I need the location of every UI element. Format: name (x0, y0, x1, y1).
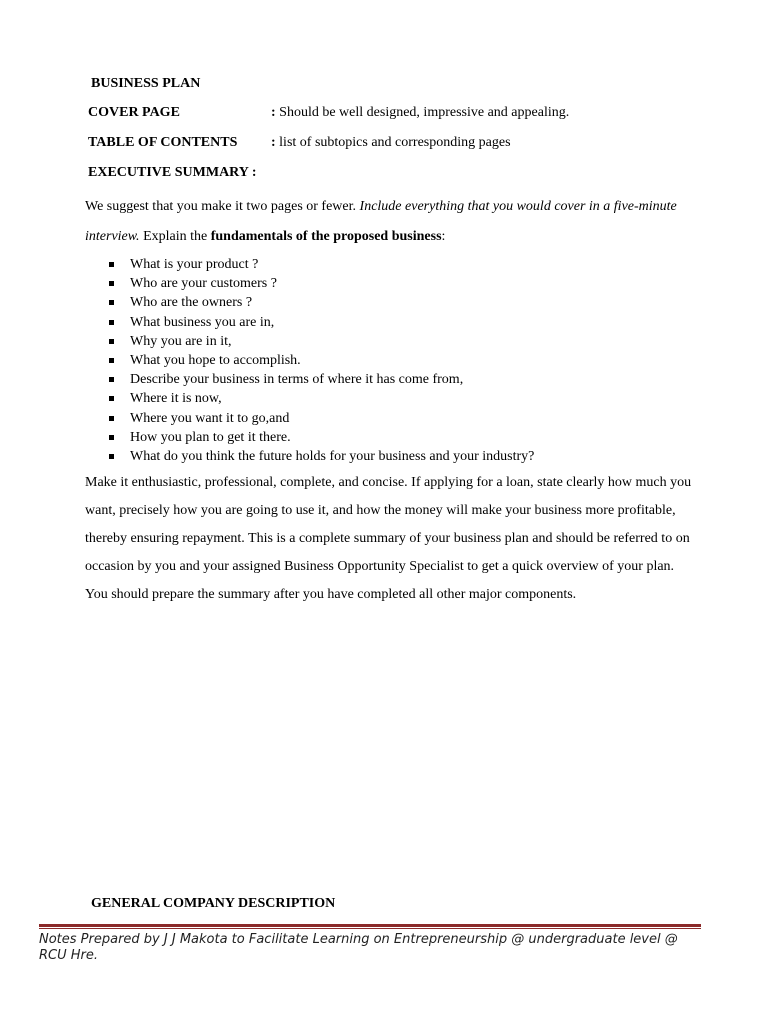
intro-bold-text: fundamentals of the proposed business (210, 229, 442, 244)
footer-rule-thin (39, 928, 701, 929)
intro-text-2: Explain the (139, 229, 211, 244)
bullet-item (105, 447, 534, 466)
bullet-item (105, 313, 534, 332)
bullet-square-icon (109, 454, 114, 459)
general-company-description-heading: GENERAL COMPANY DESCRIPTION (91, 896, 336, 911)
executive-summary-closing: Make it enthusiastic, professional, complete, and concise. If applying for a loan, state clearly how much you want, precisely how you are going to use it, and how the money will make your business more profitable, thereby ensuring repayment. This is a complete summary of your business plan and should be referred to on occasion by you and your assigned Business Opportunity Specialist to get a quick overview of your plan. You should prepare the summary after you have completed all other major components. (85, 475, 692, 602)
intro-text: We suggest that you make it two pages or fewer. (85, 199, 360, 214)
bullet-text: What do you think the future holds for your business and your industry? (130, 448, 535, 464)
bullet-item (105, 293, 534, 312)
bullet-square-icon (109, 339, 114, 344)
bullet-square-icon (109, 358, 114, 363)
bullet-text: Who are the owners ? (130, 295, 253, 311)
bullet-item (105, 332, 534, 351)
bullet-square-icon (109, 320, 114, 325)
toc-text: list of subtopics and corresponding pages (275, 135, 511, 150)
bullet-text: What is your product ? (130, 257, 259, 272)
bullet-item (105, 351, 534, 370)
bullet-text: What you hope to accomplish. (130, 352, 301, 368)
bullet-square-icon (109, 435, 114, 440)
bullet-square-icon (109, 300, 114, 305)
bullet-square-icon (109, 396, 114, 401)
bullet-text: How you plan to get it there. (130, 429, 291, 445)
footer-rule-thick (39, 924, 701, 927)
toc-description (271, 135, 511, 151)
bullet-text: Where it is now, (130, 391, 222, 407)
cover-page-text: Should be well designed, impressive and appealing. (275, 105, 570, 120)
bullet-item (105, 409, 534, 428)
bullet-item (105, 370, 534, 389)
bullet-text: Describe your business in terms of where it has come from, (130, 372, 464, 388)
document-title: BUSINESS PLAN (91, 76, 201, 91)
cover-page-label: COVER PAGE (88, 105, 180, 120)
executive-summary-bullet-list (105, 255, 534, 466)
intro-italic-text: Include everything that you would cover in a five-minute interview. (85, 199, 677, 244)
bullet-square-icon (109, 281, 114, 286)
executive-summary-label: EXECUTIVE SUMMARY : (88, 165, 257, 180)
bullet-square-icon (109, 416, 114, 421)
bullet-text: Who are your customers ? (130, 276, 277, 292)
colon: : (271, 135, 276, 150)
bullet-text: Where you want it to go,and (130, 410, 290, 426)
intro-end: : (441, 229, 446, 244)
bullet-item (105, 389, 534, 408)
colon: : (271, 105, 276, 120)
bullet-text: Why you are in it, (130, 333, 232, 349)
executive-summary-intro (85, 192, 695, 252)
bullet-item (105, 255, 534, 274)
bullet-square-icon (109, 262, 114, 267)
toc-label: TABLE OF CONTENTS (88, 135, 238, 150)
bullet-text: What business you are in, (130, 314, 275, 330)
cover-page-description (271, 105, 569, 121)
bullet-item (105, 428, 534, 447)
page-footer: Notes Prepared by J J Makota to Facilitate Learning on Entrepreneurship @ undergraduate level @ RCU Hre. (39, 932, 678, 963)
bullet-item (105, 274, 534, 293)
bullet-square-icon (109, 377, 114, 382)
